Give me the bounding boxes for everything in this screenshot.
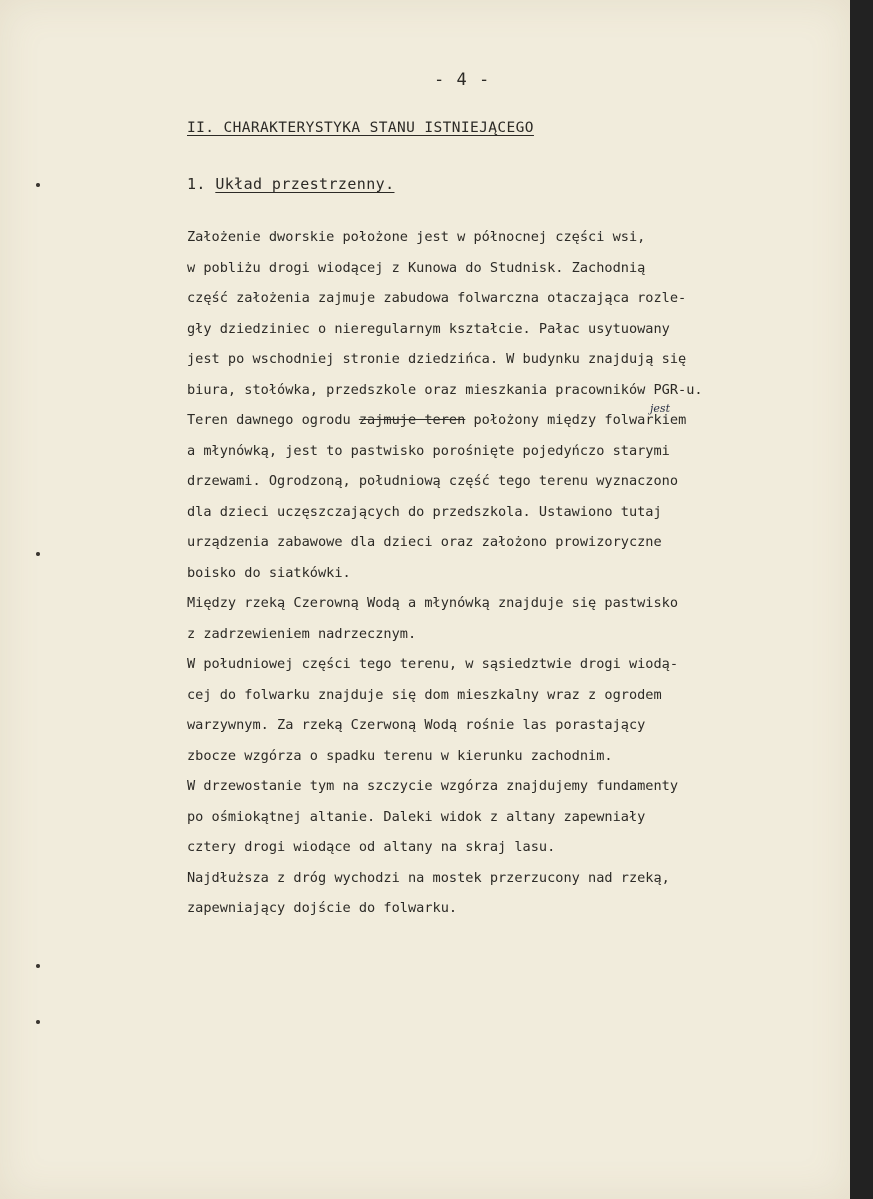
line-text: cej do folwarku znajduje się dom mieszkalny wraz z ogrodem (187, 686, 662, 703)
text-line (187, 680, 827, 711)
line-text-continued: położony między folwarkiem (465, 412, 687, 428)
text-line (187, 344, 827, 375)
text-line (187, 893, 827, 924)
margin-speck (36, 183, 40, 187)
handwritten-insertion: jest (650, 402, 670, 415)
text-line (187, 741, 827, 772)
line-text: W drzewostanie tym na szczycie wzgórza znajdujemy fundamenty (187, 778, 679, 794)
subsection-number: 1. (187, 175, 206, 193)
line-text: Najdłuższa z dróg wychodzi na mostek przerzucony nad rzeką, (187, 869, 670, 886)
text-line (187, 771, 827, 802)
line-text: urządzenia zabawowe dla dzieci oraz założono prowizoryczne (187, 534, 662, 550)
text-line (187, 222, 827, 253)
line-text: jest po wschodniej stronie dziedzińca. W budynku znajdują się (187, 351, 687, 367)
margin-speck (36, 964, 40, 968)
line-text: Teren dawnego ogrodu (187, 412, 359, 428)
subsection-heading (187, 175, 395, 193)
body-text (187, 222, 827, 924)
text-line (187, 832, 827, 863)
text-line (187, 863, 827, 894)
line-text: zbocze wzgórza o spadku terenu w kierunku zachodnim. (187, 747, 613, 764)
line-text: cztery drogi wiodące od altany na skraj lasu. (187, 839, 556, 855)
line-text: W południowej części tego terenu, w sąsiedztwie drogi wiodą- (187, 656, 679, 672)
line-text: część założenia zajmuje zabudowa folwarczna otaczająca rozle- (187, 290, 687, 306)
line-text: gły dziedziniec o nieregularnym kształcie. Pałac usytuowany (187, 320, 670, 337)
text-line (187, 253, 827, 284)
section-title: II. CHARAKTERYSTYKA STANU ISTNIEJĄCEGO (187, 120, 534, 136)
text-line (187, 619, 827, 650)
line-text: drzewami. Ogrodzoną, południową część tego terenu wyznaczono (187, 473, 679, 489)
line-text: boisko do siatkówki. (187, 564, 351, 581)
text-line (187, 497, 827, 528)
text-line (187, 588, 827, 619)
text-line (187, 314, 827, 345)
line-text: dla dzieci uczęszczających do przedszkola. Ustawiono tutaj (187, 503, 662, 520)
text-line (187, 558, 827, 589)
line-text: Założenie dworskie położone jest w północnej części wsi, (187, 229, 646, 245)
subsection-title: Układ przestrzenny. (215, 175, 395, 193)
text-line (187, 283, 827, 314)
line-text: po ośmiokątnej altanie. Daleki widok z altany zapewniały (187, 808, 646, 825)
line-text: w pobliżu drogi wiodącej z Kunowa do Studnisk. Zachodnią (187, 259, 646, 276)
line-text: z zadrzewieniem nadrzecznym. (187, 625, 417, 642)
line-text: a młynówką, jest to pastwisko porośnięte pojedyńczo starymi (187, 442, 670, 459)
text-line (187, 375, 827, 406)
line-text: Między rzeką Czerowną Wodą a młynówką znajduje się pastwisko (187, 595, 679, 611)
text-line (187, 402, 827, 436)
text-line (187, 710, 827, 741)
struck-text: zajmuje teren (358, 412, 466, 428)
line-text: warzywnym. Za rzeką Czerwoną Wodą rośnie las porastający (187, 717, 646, 733)
text-line (187, 802, 827, 833)
text-line (187, 649, 827, 680)
text-line (187, 436, 827, 467)
page-number: - 4 - (434, 70, 491, 90)
line-text: biura, stołówka, przedszkole oraz mieszkania pracowników PGR-u. (187, 381, 703, 398)
line-text: zapewniający dojście do folwarku. (187, 900, 458, 916)
margin-speck (36, 1020, 40, 1024)
text-line (187, 527, 827, 558)
margin-speck (36, 552, 40, 556)
text-line (187, 466, 827, 497)
